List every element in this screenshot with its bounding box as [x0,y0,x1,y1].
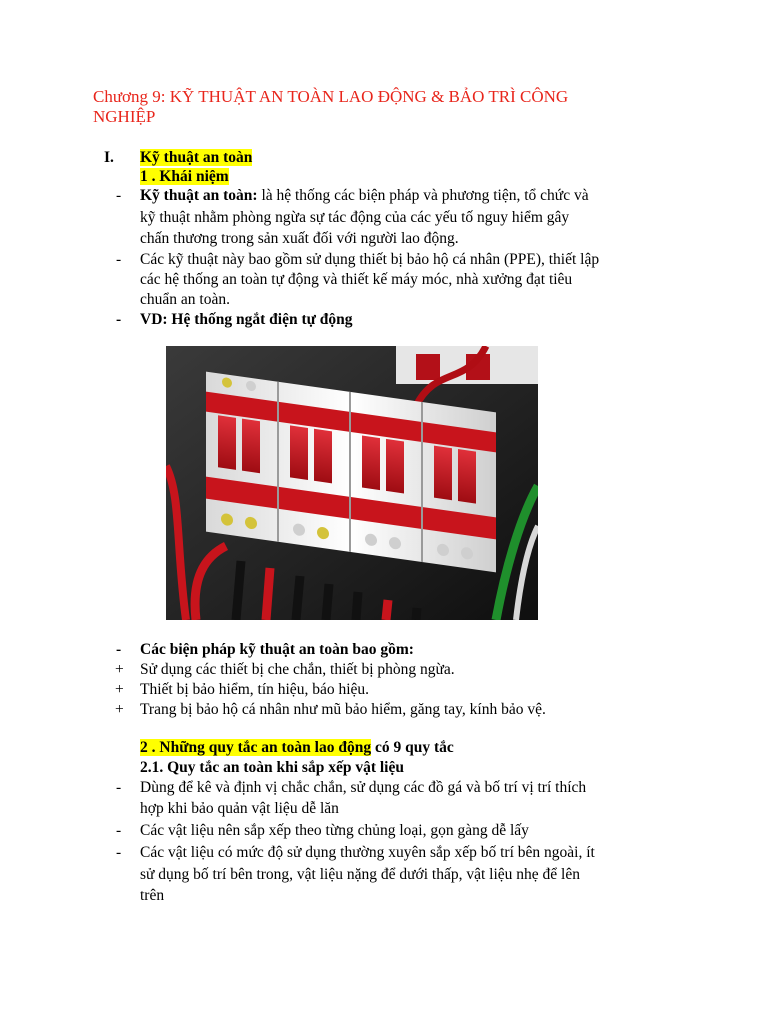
rule-1-line1: Dùng để kê và định vị chắc chắn, sử dụng các đồ gá và bố trí vị trí thích [140,779,587,796]
chapter-title [93,87,693,127]
dash-marker: - [116,641,122,658]
dash-marker: - [116,844,122,861]
techniques-line2: các hệ thống an toàn tự động và thiết kế máy móc, nhà xưởng đạt tiêu [140,271,573,288]
rule-1-line2: hợp khi bảo quản vật liệu dễ lăn [140,800,339,817]
plus-marker: + [115,701,124,718]
subsection-1-text: 1 . Khái niệm [140,168,229,185]
rule-3-line1: Các vật liệu có mức độ sử dụng thường xuyên sắp xếp bố trí bên ngoài, ít [140,844,595,861]
dash-marker: - [116,311,122,328]
subsection-2-1-heading: 2.1. Quy tắc an toàn khi sắp xếp vật liệu [140,759,404,776]
definition-line2: kỹ thuật nhằm phòng ngừa sự tác động của các yếu tố nguy hiểm gây [140,209,570,226]
subsection-1-heading [140,167,229,187]
dash-marker: - [116,822,122,839]
plus-marker: + [115,681,124,698]
definition-line3: chấn thương trong sản xuất đối với người lao động. [140,230,459,247]
measure-item: Sử dụng các thiết bị che chắn, thiết bị phòng ngừa. [140,661,455,678]
subsection-2-heading [140,738,454,758]
subsection-2-rest: có 9 quy tắc [371,739,454,756]
dash-marker: - [116,251,122,268]
rule-3-line2: sử dụng bố trí bên trong, vật liệu nặng để dưới thấp, vật liệu nhẹ để lên [140,866,580,883]
measure-item: Thiết bị bảo hiểm, tín hiệu, báo hiệu. [140,681,370,698]
section-heading [140,148,252,168]
circuit-breaker-illustration [166,346,538,620]
circuit-breaker-photo [166,346,538,620]
chapter-title-line2: NGHIỆP [93,107,156,126]
measure-item: Trang bị bảo hộ cá nhân như mũ bảo hiểm, găng tay, kính bảo vệ. [140,701,546,718]
techniques-line3: chuẩn an toàn. [140,291,230,308]
rule-2: Các vật liệu nên sắp xếp theo từng chủng loại, gọn gàng dễ lấy [140,822,529,839]
rule-3-line3: trên [140,887,165,904]
section-numeral: I. [104,149,114,166]
dash-marker: - [116,187,122,204]
chapter-title-line1: Chương 9: KỸ THUẬT AN TOÀN LAO ĐỘNG & BẢO TRÌ CÔNG [93,87,569,106]
example-line: VD: Hệ thống ngắt điện tự động [140,311,353,328]
techniques-line1: Các kỹ thuật này bao gồm sử dụng thiết bị bảo hộ cá nhân (PPE), thiết lập [140,251,600,268]
definition-rest: là hệ thống các biện pháp và phương tiện, tổ chức và [257,187,589,204]
measures-heading: Các biện pháp kỹ thuật an toàn bao gồm: [140,641,414,658]
section-heading-text: Kỹ thuật an toàn [140,149,253,166]
dash-marker: - [116,779,122,796]
definition-term: Kỹ thuật an toàn: [140,187,258,204]
definition-line1 [140,186,589,206]
plus-marker: + [115,661,124,678]
subsection-2-highlight: 2 . Những quy tắc an toàn lao động [140,739,372,756]
